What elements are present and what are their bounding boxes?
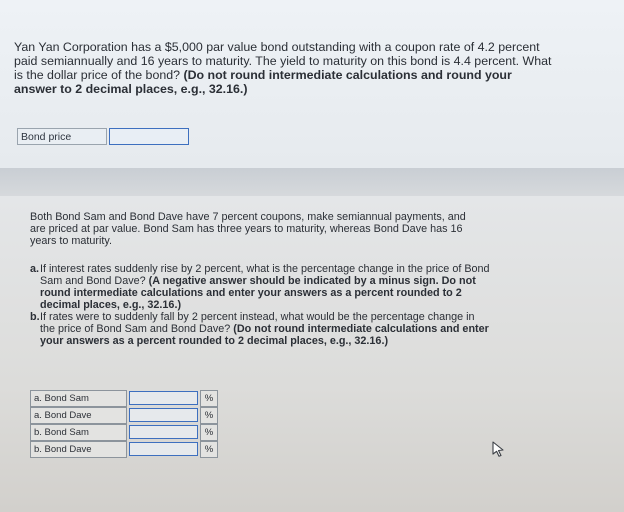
part-b [30,311,490,347]
question-2-parts [30,263,490,347]
part-a-tag: a. [30,263,40,275]
part-b-instruction: (Do not round intermediate calculations and enter your answers as a percent rounded to 2 decimal places, e.g., 32.16.) [40,323,489,347]
question-1-body: Yan Yan Corporation has a $5,000 par value bond outstanding with a coupon rate of 4.2 percent paid semiannually and 16 years to maturity. The yield to maturity on this bond is 4.4 percent. What is the dollar price of the bond? [14,40,552,82]
percent-unit: % [200,390,218,407]
row-label: a. Bond Dave [30,407,127,424]
table-row [30,390,218,407]
part-a [30,263,490,311]
b-bond-dave-input[interactable] [129,442,198,456]
row-label: b. Bond Sam [30,424,127,441]
table-row [30,424,218,441]
question-2-intro: Both Bond Sam and Bond Dave have 7 percent coupons, make semiannual payments, and are priced at par value. Bond Sam has three years to maturity, whereas Bond Dave has 16 years to maturity. [30,211,466,247]
percent-unit: % [200,407,218,424]
row-label: b. Bond Dave [30,441,127,458]
percent-unit: % [200,441,218,458]
b-bond-sam-input[interactable] [129,425,198,439]
row-label: a. Bond Sam [30,390,127,407]
question-1-text [14,40,554,96]
part-b-tag: b. [30,311,40,323]
a-bond-dave-input[interactable] [129,408,198,422]
percent-unit: % [200,424,218,441]
a-bond-sam-input[interactable] [129,391,198,405]
table-row [30,407,218,424]
part-b-text: If rates were to suddenly fall by 2 percent instead, what would be the percentage change in the price of Bond Sam and Bond Dave? [40,311,475,335]
table-row [30,441,218,458]
bond-price-input[interactable] [109,128,189,145]
panel-divider [0,168,624,196]
part-a-instruction: (A negative answer should be indicated by a minus sign. Do not round intermediate calculations and enter your answers as a percent rounded to 2 decimal places, e.g., 32.16.) [40,275,476,311]
bond-price-label: Bond price [17,128,107,145]
part-a-text: If interest rates suddenly rise by 2 percent, what is the percentage change in the price of Bond Sam and Bond Dave? [40,263,490,287]
bond-price-row [17,128,189,145]
question-1-instruction: (Do not round intermediate calculations and round your answer to 2 decimal places, e.g., 32.16.) [14,68,512,96]
mouse-cursor-icon [491,441,505,457]
answer-table [30,390,218,458]
